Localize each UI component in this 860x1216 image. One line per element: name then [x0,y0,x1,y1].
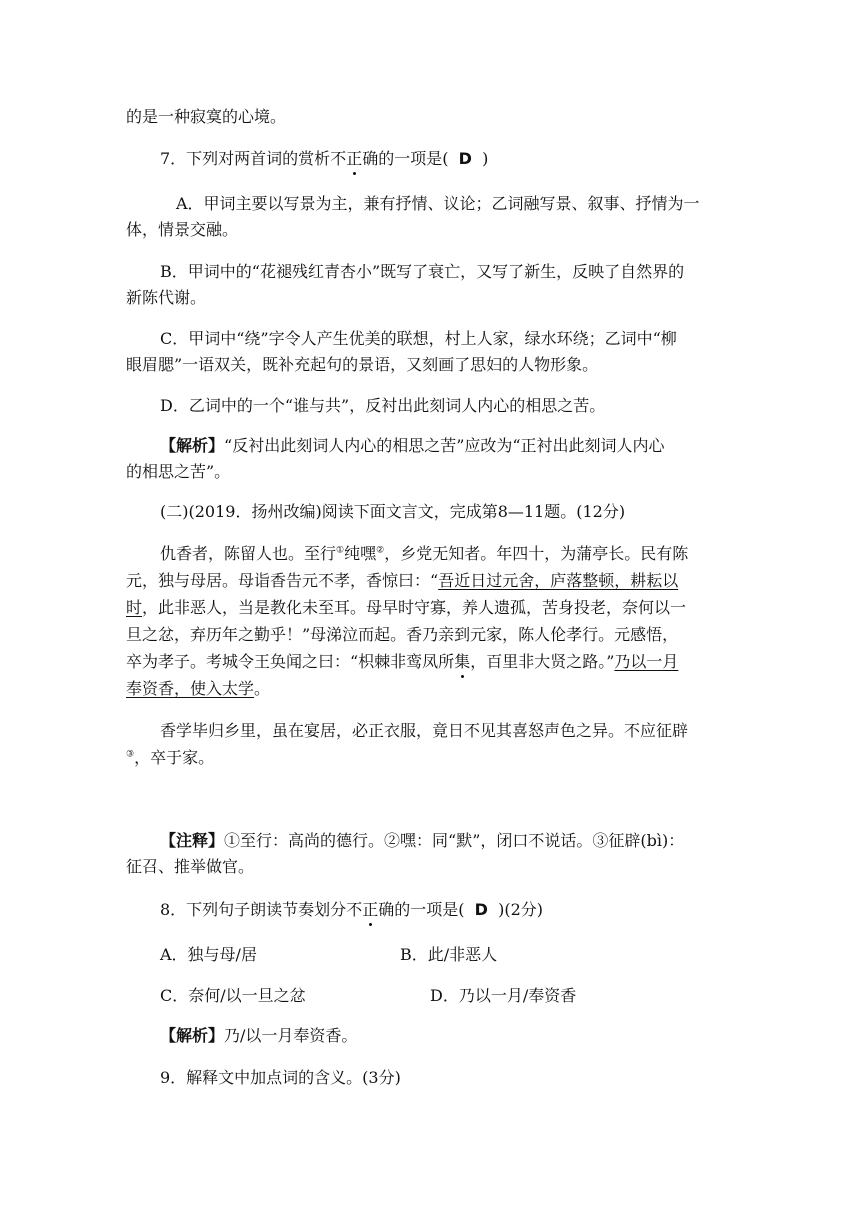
underlined-sentence-2: 乃以一月 [614,652,679,671]
analysis-tag: 【解析】 [160,1026,225,1045]
notes-line2: 征召、推举做官。 [126,857,255,876]
option-b-line2: 新陈代谢。 [126,288,207,307]
emphasis-dotted-text: 不正确 [330,149,379,168]
notes-tag: 【注释】 [160,831,225,850]
option-a-line1: A．甲词主要以写景为主，兼有抒情、议论；乙词融写景、叙事、抒情为一 [176,194,700,213]
answer-letter: D [458,149,472,168]
footnote-ref-2: ② [376,545,385,556]
notes-line1: 【注释】①至行：高尚的德行。②嘿：同“默”，闭口不说话。③征辟(bì)： [160,831,685,850]
analysis-7-line2: 的相思之苦”。 [126,462,231,481]
section-heading: (二)(2019．扬州改编)阅读下面文言文，完成第8—11题。(12分) [160,502,626,521]
underlined-sentence-2-end: 奉资香，使入太学 [126,679,255,698]
passage-line-1: 仇香者，陈留人也。至行①纯嘿②，乡党无知者。年四十，为蒲亭长。民有陈 [160,544,689,563]
q8-option-a: A．独与母/居 [160,945,257,964]
passage-line-3: 时，此非恶人，当是教化未至耳。母早时守寡，养人遗孤，苦身投老，奈何以一 [126,598,687,617]
option-c-line2: 眼眉腮”一语双关，既补充起句的景语，又刻画了思妇的人物形象。 [126,355,599,374]
analysis-tag: 【解析】 [160,436,225,455]
passage-para2-line2: ③，卒于家。 [126,748,215,767]
answer-letter: D [474,900,488,919]
dotted-word: 集 [454,652,471,671]
footnote-ref-1: ① [336,545,345,556]
q8-option-b: B．此/非恶人 [400,945,498,964]
question-7-stem: 7．下列对两首词的赏析 [160,149,331,168]
paragraph-continuation: 的是一种寂寞的心境。 [126,107,287,126]
passage-line-6: 奉资香，使入太学。 [126,679,271,698]
question-8: 8．下列句子朗读节奏划分不正确的一项是( D )(2分) [160,900,543,919]
underlined-sentence: 吾近日过元舍，庐落整顿，耕耘以 [438,571,679,590]
passage-line-5: 卒为孝子。考城令王奂闻之曰：“枳棘非鸾凤所集，百里非大贤之路。”乃以一月 [126,652,679,671]
option-d: D．乙词中的一个“谁与共”，反衬出此刻词人内心的相思之苦。 [160,396,606,415]
footnote-ref-3: ③ [126,749,135,760]
option-c-line1: C．甲词中“绕”字令人产生优美的联想，村上人家，绿水环绕；乙词中“柳 [160,329,677,348]
option-a-line2: 体，情景交融。 [126,220,239,239]
passage-line-4: 旦之忿，弃历年之勤乎！”母涕泣而起。香乃亲到元家，陈人伦孝行。元感悟， [126,625,679,644]
question-7: 7．下列对两首词的赏析不正确的一项是( D ) [160,149,489,168]
passage-para2-line1: 香学毕归乡里，虽在宴居，必正衣服，竟日不见其喜怒声色之异。不应征辟 [160,721,689,740]
option-b-line1: B．甲词中的“花褪残红青杏小”既写了衰亡，又写了新生，反映了自然界的 [160,262,685,281]
question-9: 9．解释文中加点词的含义。(3分) [160,1068,401,1087]
q8-option-d: D．乃以一月/奉资香 [430,986,577,1005]
q8-option-c: C．奈何/以一旦之忿 [160,986,306,1005]
passage-line-2: 元，独与母居。母诣香告元不孝，香惊曰：“吾近日过元舍，庐落整顿，耕耘以 [126,571,679,590]
question-8-stem: 8．下列句子朗读节奏划分 [160,900,347,919]
underlined-sentence-end: 时 [126,598,143,617]
analysis-7-line1: 【解析】“反衬出此刻词人内心的相思之苦”应改为“正衬出此刻词人内心 [160,436,665,455]
analysis-8: 【解析】乃/以一月奉资香。 [160,1026,358,1045]
emphasis-dotted-text: 不正确 [346,900,395,919]
